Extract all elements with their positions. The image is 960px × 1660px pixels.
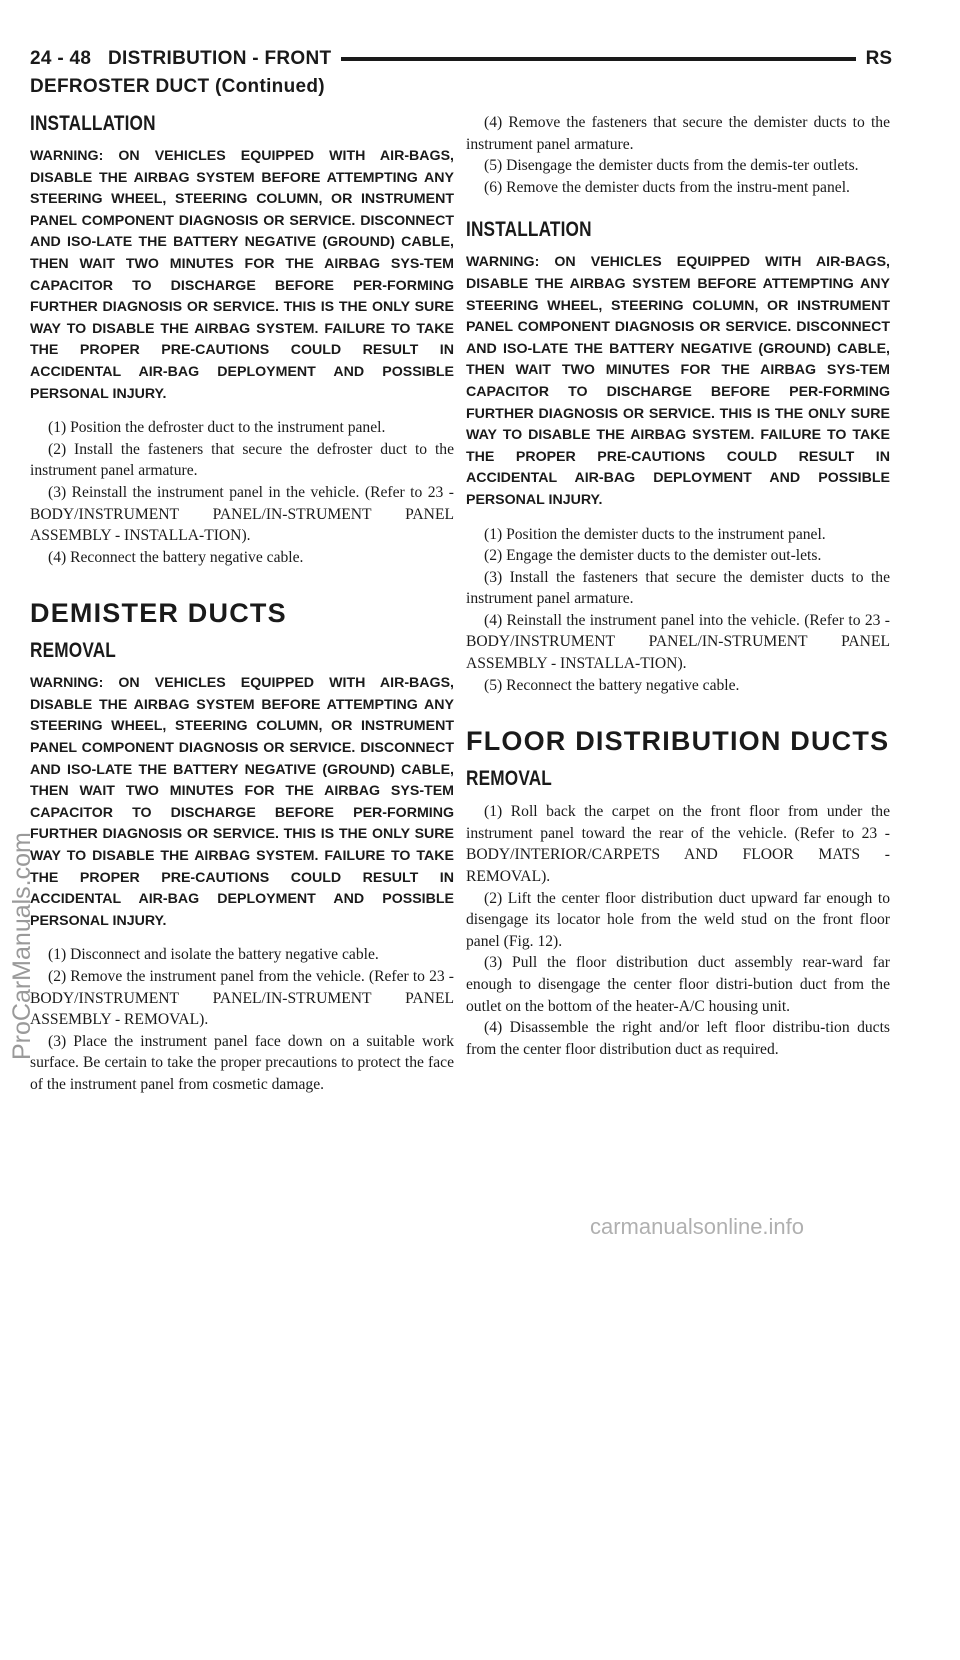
removal-steps	[30, 944, 454, 1095]
installation-heading: INSTALLATION	[466, 218, 592, 242]
left-column	[30, 108, 454, 1096]
step: (1) Roll back the carpet on the front floor from under the instrument panel toward the rear of the vehicle. (Refer to 23 - BODY/INTERIOR/CARPETS AND FLOOR MATS - REMOVAL).	[466, 803, 890, 886]
removal-heading: REMOVAL	[30, 639, 116, 663]
step: (6) Remove the demister ducts from the instru-ment panel.	[484, 178, 850, 196]
section-code: RS	[865, 48, 892, 69]
step: (4) Reinstall the instrument panel into the vehicle. (Refer to 23 - BODY/INSTRUMENT PANEL/IN-STRUMENT PANEL ASSEMBLY - INSTALLA-TION).	[466, 611, 890, 673]
step: (4) Reconnect the battery negative cable.	[48, 548, 304, 566]
step: (2) Engage the demister ducts to the demister out-lets.	[484, 547, 822, 565]
step: (4) Remove the fasteners that secure the demister ducts to the instrument panel armature.	[466, 114, 890, 153]
installation-steps	[30, 417, 454, 568]
step: (5) Reconnect the battery negative cable.	[484, 676, 740, 694]
step: (3) Pull the floor distribution duct assembly rear-ward far enough to disengage the center floor distri-bution duct from the outlet on the bottom of the heater-A/C housing unit.	[466, 954, 890, 1015]
step: (3) Place the instrument panel face down on a suitable work surface. Be certain to take the proper precautions to protect the face of the instrument panel from cosmetic damage.	[30, 1032, 454, 1093]
installation-heading: INSTALLATION	[30, 112, 156, 135]
installation-steps	[466, 524, 890, 697]
removal-steps	[466, 801, 890, 1060]
page-header	[30, 46, 892, 72]
step: (1) Position the demister ducts to the instrument panel.	[484, 525, 826, 543]
side-watermark-text: ProCarManuals.com	[8, 832, 36, 1060]
step: (2) Remove the instrument panel from the vehicle. (Refer to 23 - BODY/INSTRUMENT PANEL/IN-STRUMENT PANEL ASSEMBLY - REMOVAL).	[30, 968, 454, 1029]
page-reference: 24 - 48 DISTRIBUTION - FRONT	[30, 48, 332, 69]
footer-watermark: carmanualsonline.info	[590, 1214, 805, 1239]
header-rule	[341, 57, 855, 61]
side-watermark	[8, 832, 38, 1660]
step: (1) Position the defroster duct to the instrument panel.	[48, 419, 386, 437]
step: (1) Disconnect and isolate the battery negative cable.	[48, 946, 379, 964]
continued-title: DEFROSTER DUCT (Continued)	[30, 76, 325, 97]
step: (3) Reinstall the instrument panel in the vehicle. (Refer to 23 - BODY/INSTRUMENT PANEL/IN-STRUMENT PANEL ASSEMBLY - INSTALLA-TION).	[30, 483, 454, 545]
installation-warning: WARNING: ON VEHICLES EQUIPPED WITH AIR-BAGS, DISABLE THE AIRBAG SYSTEM BEFORE ATTEMPTING ANY STEERING WHEEL, STEERING COLUMN, OR INSTRUMENT PANEL COMPONENT DIAGNOSIS OR SERVICE. DISCONNECT AND ISO-LATE THE BATTERY NEGATIVE (GROUND) CABLE, THEN WAIT TWO MINUTES FOR THE AIRBAG SYS-TEM CAPACITOR TO DISCHARGE BEFORE PER-FORMING FURTHER DIAGNOSIS OR SERVICE. THIS IS THE ONLY SURE WAY TO DISABLE THE AIRBAG SYSTEM. FAILURE TO TAKE THE PROPER PRE-CAUTIONS COULD RESULT IN ACCIDENTAL AIR-BAG DEPLOYMENT AND POSSIBLE PERSONAL INJURY.	[30, 148, 454, 402]
removal-heading: REMOVAL	[466, 767, 552, 791]
removal-steps-continued	[466, 112, 890, 198]
demister-heading: DEMISTER DUCTS	[30, 598, 287, 629]
step: (2) Install the fasteners that secure the defroster duct to the instrument panel armature.	[30, 440, 454, 480]
step: (3) Install the fasteners that secure the demister ducts to the instrument panel armature.	[466, 568, 890, 608]
right-column	[466, 108, 890, 1060]
floor-distribution-heading: FLOOR DISTRIBUTION DUCTS	[466, 726, 890, 757]
step: (4) Disassemble the right and/or left floor distribu-tion ducts from the center floor distribution duct as required.	[466, 1019, 890, 1058]
installation-warning: WARNING: ON VEHICLES EQUIPPED WITH AIR-BAGS, DISABLE THE AIRBAG SYSTEM BEFORE ATTEMPTING ANY STEERING WHEEL, STEERING COLUMN, OR INSTRUMENT PANEL COMPONENT DIAGNOSIS OR SERVICE. DISCONNECT AND ISO-LATE THE BATTERY NEGATIVE (GROUND) CABLE, THEN WAIT TWO MINUTES FOR THE AIRBAG SYS-TEM CAPACITOR TO DISCHARGE BEFORE PER-FORMING FURTHER DIAGNOSIS OR SERVICE. THIS IS THE ONLY SURE WAY TO DISABLE THE AIRBAG SYSTEM. FAILURE TO TAKE THE PROPER PRE-CAUTIONS COULD RESULT IN ACCIDENTAL AIR-BAG DEPLOYMENT AND POSSIBLE PERSONAL INJURY.	[466, 254, 890, 508]
step: (2) Lift the center floor distribution duct upward far enough to disengage its locator hole from the weld stud on the front floor panel (Fig. 12).	[466, 889, 890, 950]
removal-warning: WARNING: ON VEHICLES EQUIPPED WITH AIR-BAGS, DISABLE THE AIRBAG SYSTEM BEFORE ATTEMPTING ANY STEERING WHEEL, STEERING COLUMN, OR INSTRUMENT PANEL COMPONENT DIAGNOSIS OR SERVICE. DISCONNECT AND ISO-LATE THE BATTERY NEGATIVE (GROUND) CABLE, THEN WAIT TWO MINUTES FOR THE AIRBAG SYS-TEM CAPACITOR TO DISCHARGE BEFORE PER-FORMING FURTHER DIAGNOSIS OR SERVICE. THIS IS THE ONLY SURE WAY TO DISABLE THE AIRBAG SYSTEM. FAILURE TO TAKE THE PROPER PRE-CAUTIONS COULD RESULT IN ACCIDENTAL AIR-BAG DEPLOYMENT AND POSSIBLE PERSONAL INJURY.	[30, 675, 454, 929]
step: (5) Disengage the demister ducts from the demis-ter outlets.	[484, 157, 859, 175]
